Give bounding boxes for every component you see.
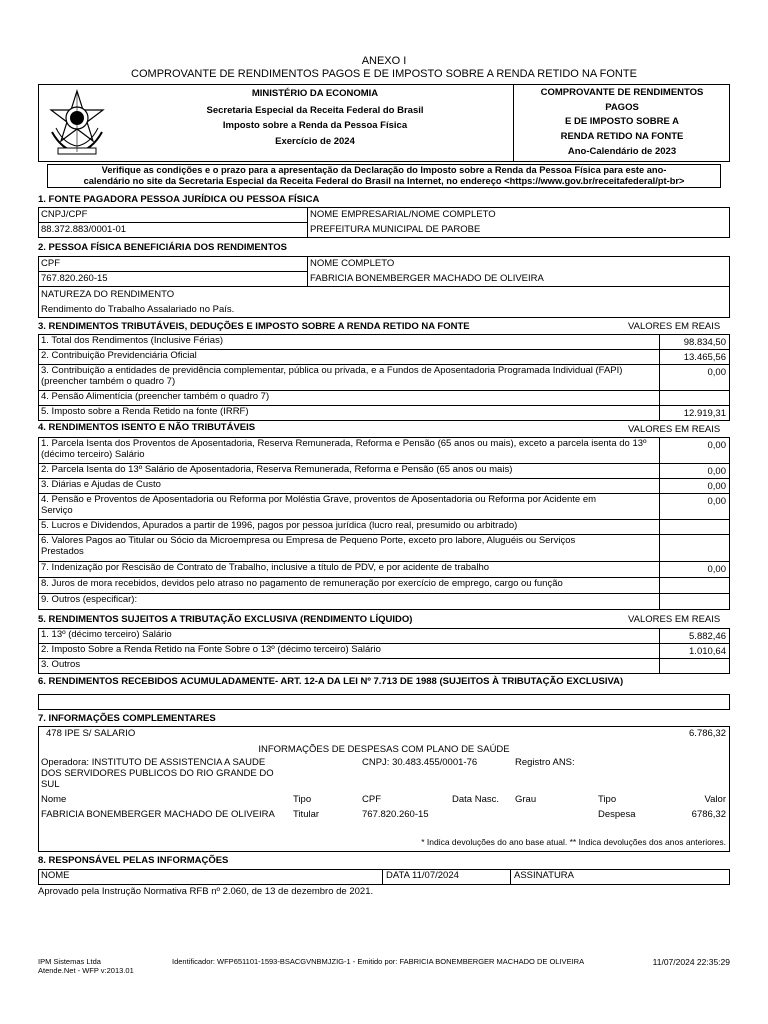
right-title-line4: RENDA RETIDO NA FONTE (560, 131, 684, 142)
health-col-tipo: Tipo (293, 794, 312, 805)
s4-row-3 (38, 478, 660, 494)
exercicio-label: Exercício de 2024 (275, 136, 355, 147)
section6-box (38, 694, 730, 710)
brazil-coat-of-arms-icon (42, 88, 112, 158)
section8-box (38, 869, 730, 885)
section2-hline (38, 271, 308, 272)
s5-row-2-label: 2. Imposto Sobre a Renda Retido na Fonte Sobre o 13º (décimo terceiro) Salário (41, 644, 381, 655)
info-item-label: 478 IPE S/ SALARIO (46, 728, 136, 739)
section4-title: 4. RENDIMENTOS ISENTO E NÃO TRIBUTÁVEIS (38, 422, 256, 433)
section5-valores: VALORES EM REAIS (628, 614, 721, 625)
s4-row-5-label: 5. Lucros e Dividendos, Apurados a partir de 1996, pagos por pessoa jurídica (lucro real, presumido ou arbitrado) (41, 520, 518, 531)
health-row-nome: FABRICIA BONEMBERGER MACHADO DE OLIVEIRA (41, 809, 275, 820)
section1-title: 1. FONTE PAGADORA PESSOA JURÍDICA OU PESSOA FÍSICA (38, 194, 320, 205)
health-col-data: Data Nasc. (452, 794, 499, 805)
section3-title: 3. RENDIMENTOS TRIBUTÁVEIS, DEDUÇÕES E IMPOSTO SOBRE A RENDA RETIDO NA FONTE (38, 321, 470, 332)
s3-row-4-value (660, 390, 730, 406)
s4-row-4 (38, 493, 660, 520)
document-title: COMPROVANTE DE RENDIMENTOS PAGOS E DE IMPOSTO SOBRE A RENDA RETIDO NA FONTE (131, 68, 637, 80)
s4-row-5 (38, 519, 660, 535)
s4-row-1-value: 0,00 (660, 437, 730, 464)
s4-row-9-label: 9. Outros (especificar): (41, 594, 138, 605)
section6-title: 6. RENDIMENTOS RECEBIDOS ACUMULADAMENTE- ART. 12-A DA LEI Nº 7.713 DE 1988 (SUJEITOS À TRIBUTAÇÃO EXCLUSIVA) (38, 676, 624, 687)
health-footnote: * Indica devoluções do ano base atual. ** Indica devoluções dos anos anteriores. (421, 837, 726, 847)
s4-row-7-value: 0,00 (660, 561, 730, 578)
beneficiario-label: NOME COMPLETO (310, 258, 395, 269)
s5-row-2 (38, 643, 660, 659)
approved-text: Aprovado pela Instrução Normativa RFB nº 2.060, de 13 de dezembro de 2021. (38, 886, 374, 897)
s4-row-7 (38, 561, 660, 578)
section4-valores: VALORES EM REAIS (628, 424, 721, 435)
s3-row-4-label: 4. Pensão Alimentícia (preencher também o quadro 7) (41, 391, 270, 402)
s3-row-3-value: 0,00 (660, 364, 730, 391)
section3-valores: VALORES EM REAIS (628, 321, 721, 332)
health-title: INFORMAÇÕES DE DESPESAS COM PLANO DE SAÚDE (258, 744, 510, 755)
s4-row-1-label: 1. Parcela Isenta dos Proventos de Aposentadoria, Reserva Remunerada, Reforma e Pensão (65 anos ou mais), exceto a parcela isenta do 13º (décimo terceiro) Salário (41, 438, 647, 460)
s4-row-7-label: 7. Indenização por Rescisão de Contrato de Trabalho, inclusive a título de PDV, e por acidente de trabalho (41, 562, 490, 573)
s4-row-8-value (660, 577, 730, 594)
natureza-label: NATUREZA DO RENDIMENTO (41, 289, 175, 300)
s4-row-9-value (660, 593, 730, 610)
s3-row-3 (38, 364, 660, 391)
s4-row-3-label: 3. Diárias e Ajudas de Custo (41, 479, 161, 490)
natureza-value: Rendimento do Trabalho Assalariado no País. (41, 304, 235, 315)
health-row-tipo2: Despesa (598, 809, 636, 820)
s3-row-2-value: 13.465,56 (660, 349, 730, 365)
s4-row-6-value (660, 534, 730, 562)
s3-row-1-label: 1. Total dos Rendimentos (Inclusive Férias) (41, 335, 223, 346)
section1-hline (38, 222, 308, 223)
section8-title: 8. RESPONSÁVEL PELAS INFORMAÇÕES (38, 855, 229, 866)
cnpj-value: 88.372.883/0001-01 (41, 224, 127, 235)
s5-row-1-value: 5.882,46 (660, 628, 730, 644)
beneficiario-value: FABRICIA BONEMBERGER MACHADO DE OLIVEIRA (310, 273, 544, 284)
s5-row-1 (38, 628, 660, 644)
s5-row-1-label: 1. 13º (décimo terceiro) Salário (41, 629, 172, 640)
s3-row-3-label: 3. Contribuição a entidades de previdência complementar, pública ou privada, e a Fundos de Aposentadoria Programada Individual (FAPI) (preencher também o quadro 7) (41, 365, 623, 387)
health-col-grau: Grau (515, 794, 537, 805)
s5-row-3-label: 3. Outros (41, 659, 81, 670)
footer-company: IPM Sistemas Ltda (38, 957, 101, 966)
health-col-tipo2: Tipo (598, 794, 617, 805)
s4-row-2-label: 2. Parcela Isenta do 13º Salário de Aposentadoria, Reserva Remunerada, Reforma e Pensão (65 anos ou mais) (41, 464, 513, 475)
footer-identifier: Identificador: WFP651101-1593-BSACGVNBMJZIG-1 - Emitido por: FABRICIA BONEMBERGER MACHADO DE OLIVEIRA (172, 957, 585, 966)
health-row-cpf: 767.820.260-15 (362, 809, 429, 820)
right-title-line1: COMPROVANTE DE RENDIMENTOS (540, 87, 704, 98)
s4-row-4-value: 0,00 (660, 493, 730, 520)
health-col-cpf: CPF (362, 794, 381, 805)
right-title-line2: PAGOS (605, 102, 639, 113)
responsavel-data: DATA 11/07/2024 (386, 870, 459, 881)
s3-row-5 (38, 405, 660, 421)
section7-title: 7. INFORMAÇÕES COMPLEMENTARES (38, 713, 216, 724)
section2-title: 2. PESSOA FÍSICA BENEFICIÁRIA DOS RENDIMENTOS (38, 242, 287, 253)
section8-divider-2 (510, 869, 511, 885)
footer-timestamp: 11/07/2024 22:35:29 (652, 957, 730, 967)
responsavel-assinatura: ASSINATURA (514, 870, 575, 881)
annex-label: ANEXO I (361, 55, 407, 67)
s5-row-3 (38, 658, 660, 674)
health-col-nome: Nome (41, 794, 67, 805)
s3-row-1-value: 98.834,50 (660, 334, 730, 350)
responsavel-nome-label: NOME (41, 870, 70, 881)
info-item-value: 6.786,32 (689, 728, 726, 739)
secretaria-name: Secretaria Especial da Receita Federal do Brasil (206, 105, 424, 116)
s4-row-8-label: 8. Juros de mora recebidos, devidos pelo atraso no pagamento de remuneração por exercício de emprego, cargo ou função (41, 578, 563, 589)
right-title-year: Ano-Calendário de 2023 (567, 146, 677, 157)
cpf-value: 767.820.260-15 (41, 273, 108, 284)
empresa-value: PREFEITURA MUNICIPAL DE PAROBE (310, 224, 481, 235)
s4-row-2-value: 0,00 (660, 463, 730, 479)
s3-row-4 (38, 390, 660, 406)
s4-row-4-label: 4. Pensão e Proventos de Aposentadoria ou Reforma por Moléstia Grave, proventos de Aposentadoria ou Reforma por Acidente em Serviço (41, 494, 597, 516)
s4-row-8 (38, 577, 660, 594)
health-registro: Registro ANS: (515, 757, 575, 768)
s4-row-1 (38, 437, 660, 464)
cnpj-label: CNPJ/CPF (41, 209, 88, 220)
s3-row-1 (38, 334, 660, 350)
section5-title: 5. RENDIMENTOS SUJEITOS A TRIBUTAÇÃO EXCLUSIVA (RENDIMENTO LÍQUIDO) (38, 614, 413, 625)
s4-row-3-value: 0,00 (660, 478, 730, 494)
imposto-name: Imposto sobre a Renda da Pessoa Física (222, 120, 408, 131)
section8-divider-1 (382, 869, 383, 885)
footer-version: Atende.Net - WFP v:2013.01 (38, 966, 134, 975)
s3-row-2 (38, 349, 660, 365)
s5-row-3-value (660, 658, 730, 674)
s4-row-6-label: 6. Valores Pagos ao Titular ou Sócio da Microempresa ou Empresa de Pequeno Porte, exceto pro labore, Aluguéis ou Serviços Prestados (41, 535, 576, 557)
ministry-name: MINISTÉRIO DA ECONOMIA (251, 88, 379, 99)
health-col-valor: Valor (704, 794, 726, 805)
s5-row-2-value: 1.010,64 (660, 643, 730, 659)
empresa-label: NOME EMPRESARIAL/NOME COMPLETO (310, 209, 496, 220)
health-cnpj: CNPJ: 30.483.455/0001-76 (362, 757, 478, 768)
s4-row-9 (38, 593, 660, 610)
health-row-valor: 6786,32 (691, 809, 726, 820)
cpf-label: CPF (41, 258, 60, 269)
s3-row-5-label: 5. Imposto sobre a Renda Retido na fonte (IRRF) (41, 406, 249, 417)
health-row-tipo: Titular (293, 809, 320, 820)
s4-row-5-value (660, 519, 730, 535)
s3-row-2-label: 2. Contribuição Previdenciária Oficial (41, 350, 197, 361)
s3-row-5-value: 12.919,31 (660, 405, 730, 421)
health-operadora: Operadora: INSTITUTO DE ASSISTENCIA A SAUDE DOS SERVIDORES PUBLICOS DO RIO GRANDE DO SUL (41, 757, 274, 790)
notice-line2: calendário no site da Secretaria Especial da Receita Federal do Brasil na Internet, no endereço <https://www.gov.br/receitafederal/pt-br> (83, 176, 685, 186)
s4-row-6 (38, 534, 660, 562)
s4-row-2 (38, 463, 660, 479)
right-title-line3: E DE IMPOSTO SOBRE A (564, 116, 680, 127)
notice-line1: Verifique as condições e o prazo para a apresentação da Declaração do Imposto sobre a Renda da Pessoa Física para este ano- (101, 165, 667, 175)
